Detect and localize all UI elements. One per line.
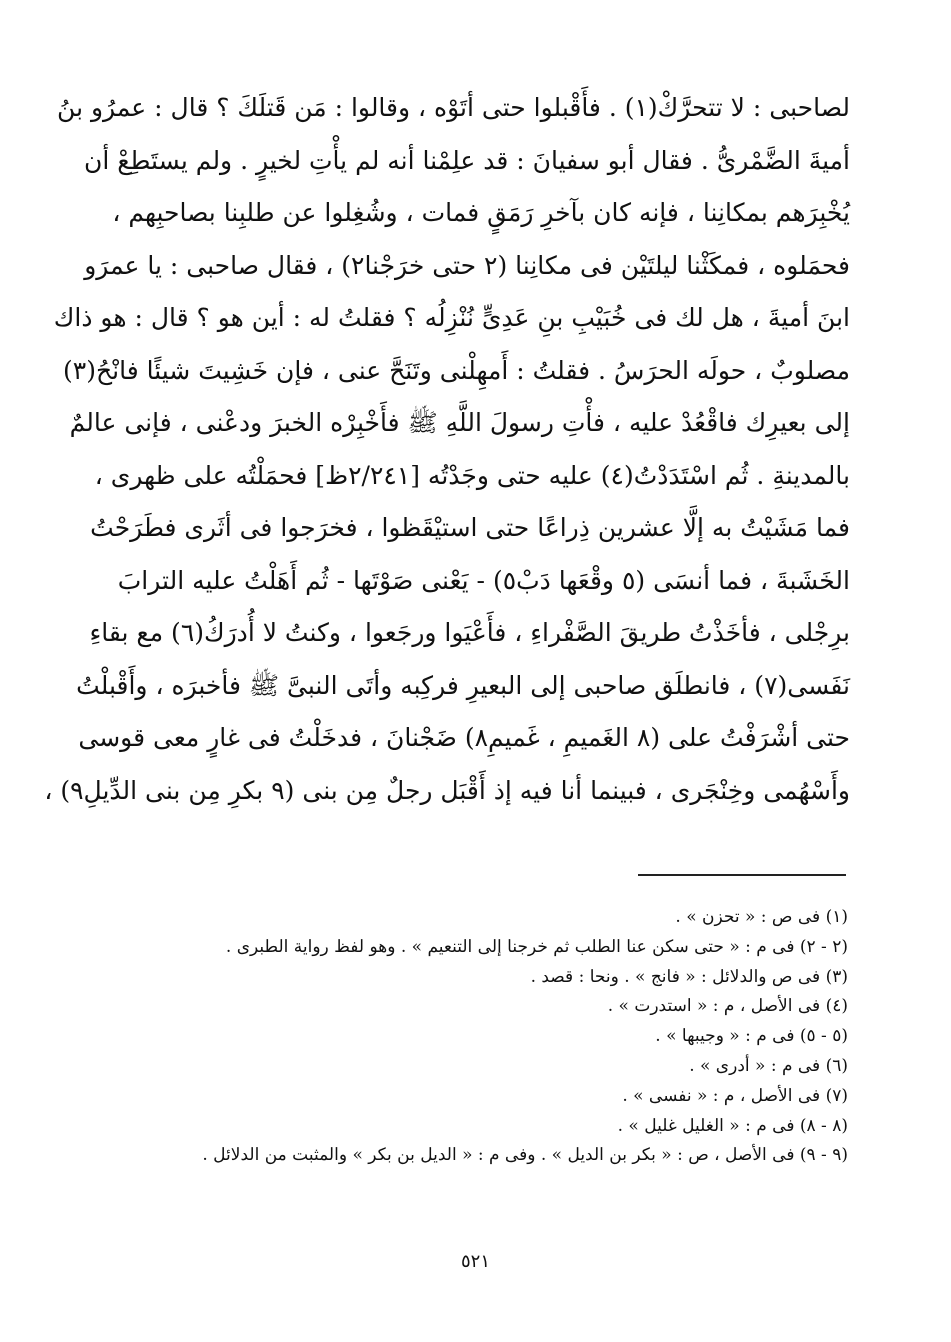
footnote: (٧) فى الأصل ، م : « نفسى » . <box>622 1085 848 1106</box>
text-line: نَفَسى(٧) ، فانطلَق صاحبى إلى البعيرِ فركِبه وأتَى النبىَّ ﷺ فأخبرَه ، وأَقْبلْتُ <box>76 670 850 700</box>
text-line: يُخْبِرَهم بمكانِنا ، فإنه كان بآخرِ رَمَقٍ فمات ، وشُغِلوا عن طلبِنا بصاحبِهم ، <box>112 198 850 227</box>
text-line: الخَشَبةَ ، فما أنسَى (٥ وقْعَها دَبْ٥) - يَعْنى صَوْتَها - ثُم أَهَلْتُ عليه الترابَ <box>117 565 850 595</box>
footnote: (٣) فى ص والدلائل : « فانج » . ونحا : قصد . <box>530 966 848 987</box>
footnote: (١) فى ص : « تحزن » . <box>675 907 848 927</box>
text-line: حتى أشْرَفْتُ على (٨ الغَميمِ ، غَميمِ٨) ضَجْنانَ ، فدخَلْتُ فى غارٍ معى قوسى <box>78 723 850 752</box>
text-line: وأَسْهُمى وخِنْجَرى ، فبينما أنا فيه إذ أَقْبَل رجلٌ مِن بنى (٩ بكرِ مِن بنى الدِّيلِ٩) ، <box>44 775 850 805</box>
text-line: إلى بعيرِك فاقْعُدْ عليه ، فأْتِ رسولَ اللَّهِ ﷺ فأَخْبِرْه الخبرَ ودعْنى ، فإنى عالمٌ <box>69 408 850 437</box>
text-line: فحمَلوه ، فمكَثْنا ليلتَيْن فى مكانِنا (٢ حتى خرَجْنا٢) ، فقال صاحبى : يا عمرَو <box>84 250 850 280</box>
text-line: أميةَ الضَّمْرىُّ . فقال أبو سفيانَ : قد علِمْنا أنه لم يأْتِ لخيرٍ . ولم يستَطِعْ أن <box>83 145 850 175</box>
footnote: (٩ - ٩) فى الأصل ، ص : « بكر بن الديل » . وفى م : « الديل بن بكر » والمثبت من الدلائل . <box>202 1145 848 1166</box>
text-line: بالمدينةِ . ثُم اسْتَدَدْتُ(٤) عليه حتى وجَدْتُه [٢/٢٤١ظ] فحمَلْتُه على ظهرى ، <box>94 460 850 490</box>
text-line: برِجْلى ، فأخَذْتُ طريقَ الصَّفْراءِ ، فأَعْيَوا ورجَعوا ، وكنتُ لا أُدرَكُ(٦) مع بقاءِ <box>89 618 850 647</box>
text-line: مصلوبٌ ، حولَه الحرَسُ . فقلتُ : أَمهِلْنى وتَنَحَّ عنى ، فإن خَشِيتَ شيئًا فانْحُ(٣) <box>63 355 850 385</box>
text-line: فما مَشَيْتُ به إلَّا عشرين ذِراعًا حتى استيْقَظوا ، فخرَجوا فى أثَرى فطَرَحْتُ <box>90 513 850 542</box>
footnote: (٢ - ٢) فى م : « حتى سكن عنا الطلب ثم خرجنا إلى التنعيم » . وهو لفظ رواية الطبرى . <box>225 936 848 957</box>
footnote-separator <box>638 874 846 876</box>
text-line: لصاحبى : لا تتحرَّكْ(١) . فأَقْبلوا حتى أتَوْه ، وقالوا : مَن قَتلَكَ ؟ قال : عمرُو بنُ <box>57 93 850 122</box>
footnote: (٨ - ٨) فى م : « الغليل غليل » . <box>617 1115 848 1136</box>
page-number: ٥٢١ <box>460 1251 490 1272</box>
footnote: (٤) فى الأصل ، م : « استدرت » . <box>607 996 848 1017</box>
text-line: ابنَ أميةَ ، هل لك فى خُبَيْبِ بنِ عَدِىٍّ نُنْزِلُه ؟ فقلتُ له : أين هو ؟ قال : هو ذاك <box>53 303 850 332</box>
footnote: (٦) فى م : « أدرى » . <box>689 1055 848 1076</box>
footnotes <box>130 903 848 1171</box>
footnote: (٥ - ٥) فى م : « وجيبها » . <box>655 1026 848 1047</box>
main-text <box>44 82 850 817</box>
